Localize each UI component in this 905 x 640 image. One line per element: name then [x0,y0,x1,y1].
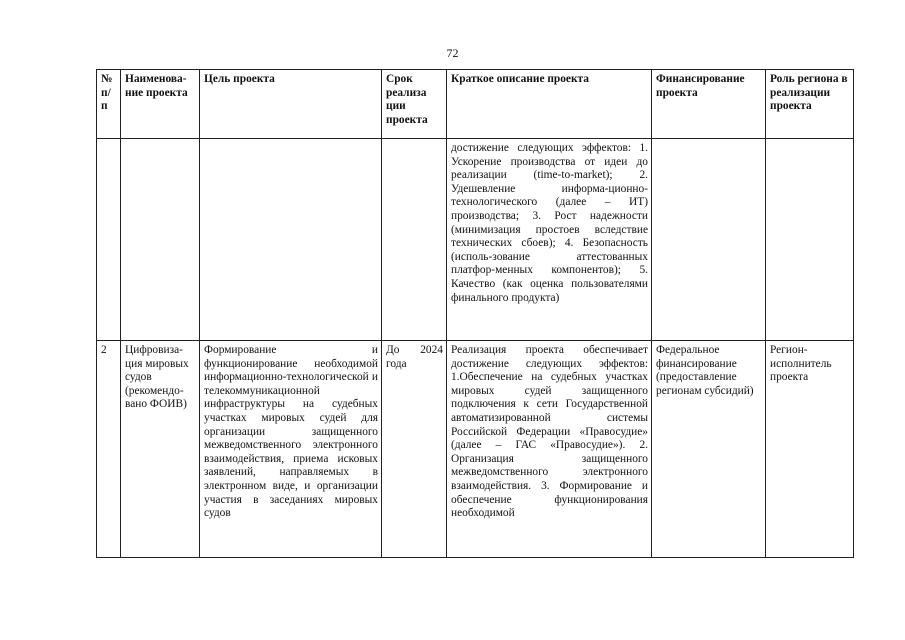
header-role: Роль региона в реализации проекта [766,70,854,139]
cell-num: 2 [97,341,121,558]
header-name: Наименова-ние проекта [121,70,200,139]
table-header-row [97,70,854,139]
header-financing: Финансирование проекта [652,70,766,139]
table-row [97,341,854,558]
page-number: 72 [446,46,459,60]
header-num: № п/ п [97,70,121,139]
cell-role [766,139,854,341]
header-description: Краткое описание проекта [447,70,652,139]
cell-description: Реализация проекта обеспечивает достижение следующих эффектов: 1.Обеспечение на судебных участках мировых судей защищенного подключения к сети Государственной автоматизированной системы Российской Федерации «Правосудие» (далее – ГАС «Правосудие»). 2. Организация защищенного межведомственного электронного взаимодействия. 3. Формирование и обеспечение функционирования необходимой [447,341,652,558]
cell-name: Цифровиза-ция мировых судов (рекомендо-вано ФОИВ) [121,341,200,558]
cell-num [97,139,121,341]
cell-goal [200,139,382,341]
cell-role: Регион-исполнитель проекта [766,341,854,558]
header-goal: Цель проекта [200,70,382,139]
cell-term [382,139,447,341]
cell-name [121,139,200,341]
header-term: Срок реализа ции проекта [382,70,447,139]
cell-financing [652,139,766,341]
cell-term: До 2024 года [382,341,447,558]
cell-financing: Федеральное финансирование (предоставление регионам субсидий) [652,341,766,558]
cell-description: достижение следующих эффектов: 1. Ускорение производства от идеи до реализации (time-to-market); 2. Удешевление информа-ционно-технологического (далее – ИТ) производства; 3. Рост надежности (минимизация простоев вследствие технических сбоев); 4. Безопасность (исполь-зование аттестованных платфор-менных компонентов); 5. Качество (как оценка пользователями финального продукта) [447,139,652,341]
projects-table [96,69,854,558]
cell-goal: Формирование и функционирование необходимой информационно-технологической и телекоммуникационной инфраструктуры на судебных участках мировых судей для организации защищенного межведомственного электронного взаимодействия, приема исковых заявлений, направляемых в электронном виде, и организации участия в заседаниях мировых судов [200,341,382,558]
table-row-continuation [97,139,854,341]
